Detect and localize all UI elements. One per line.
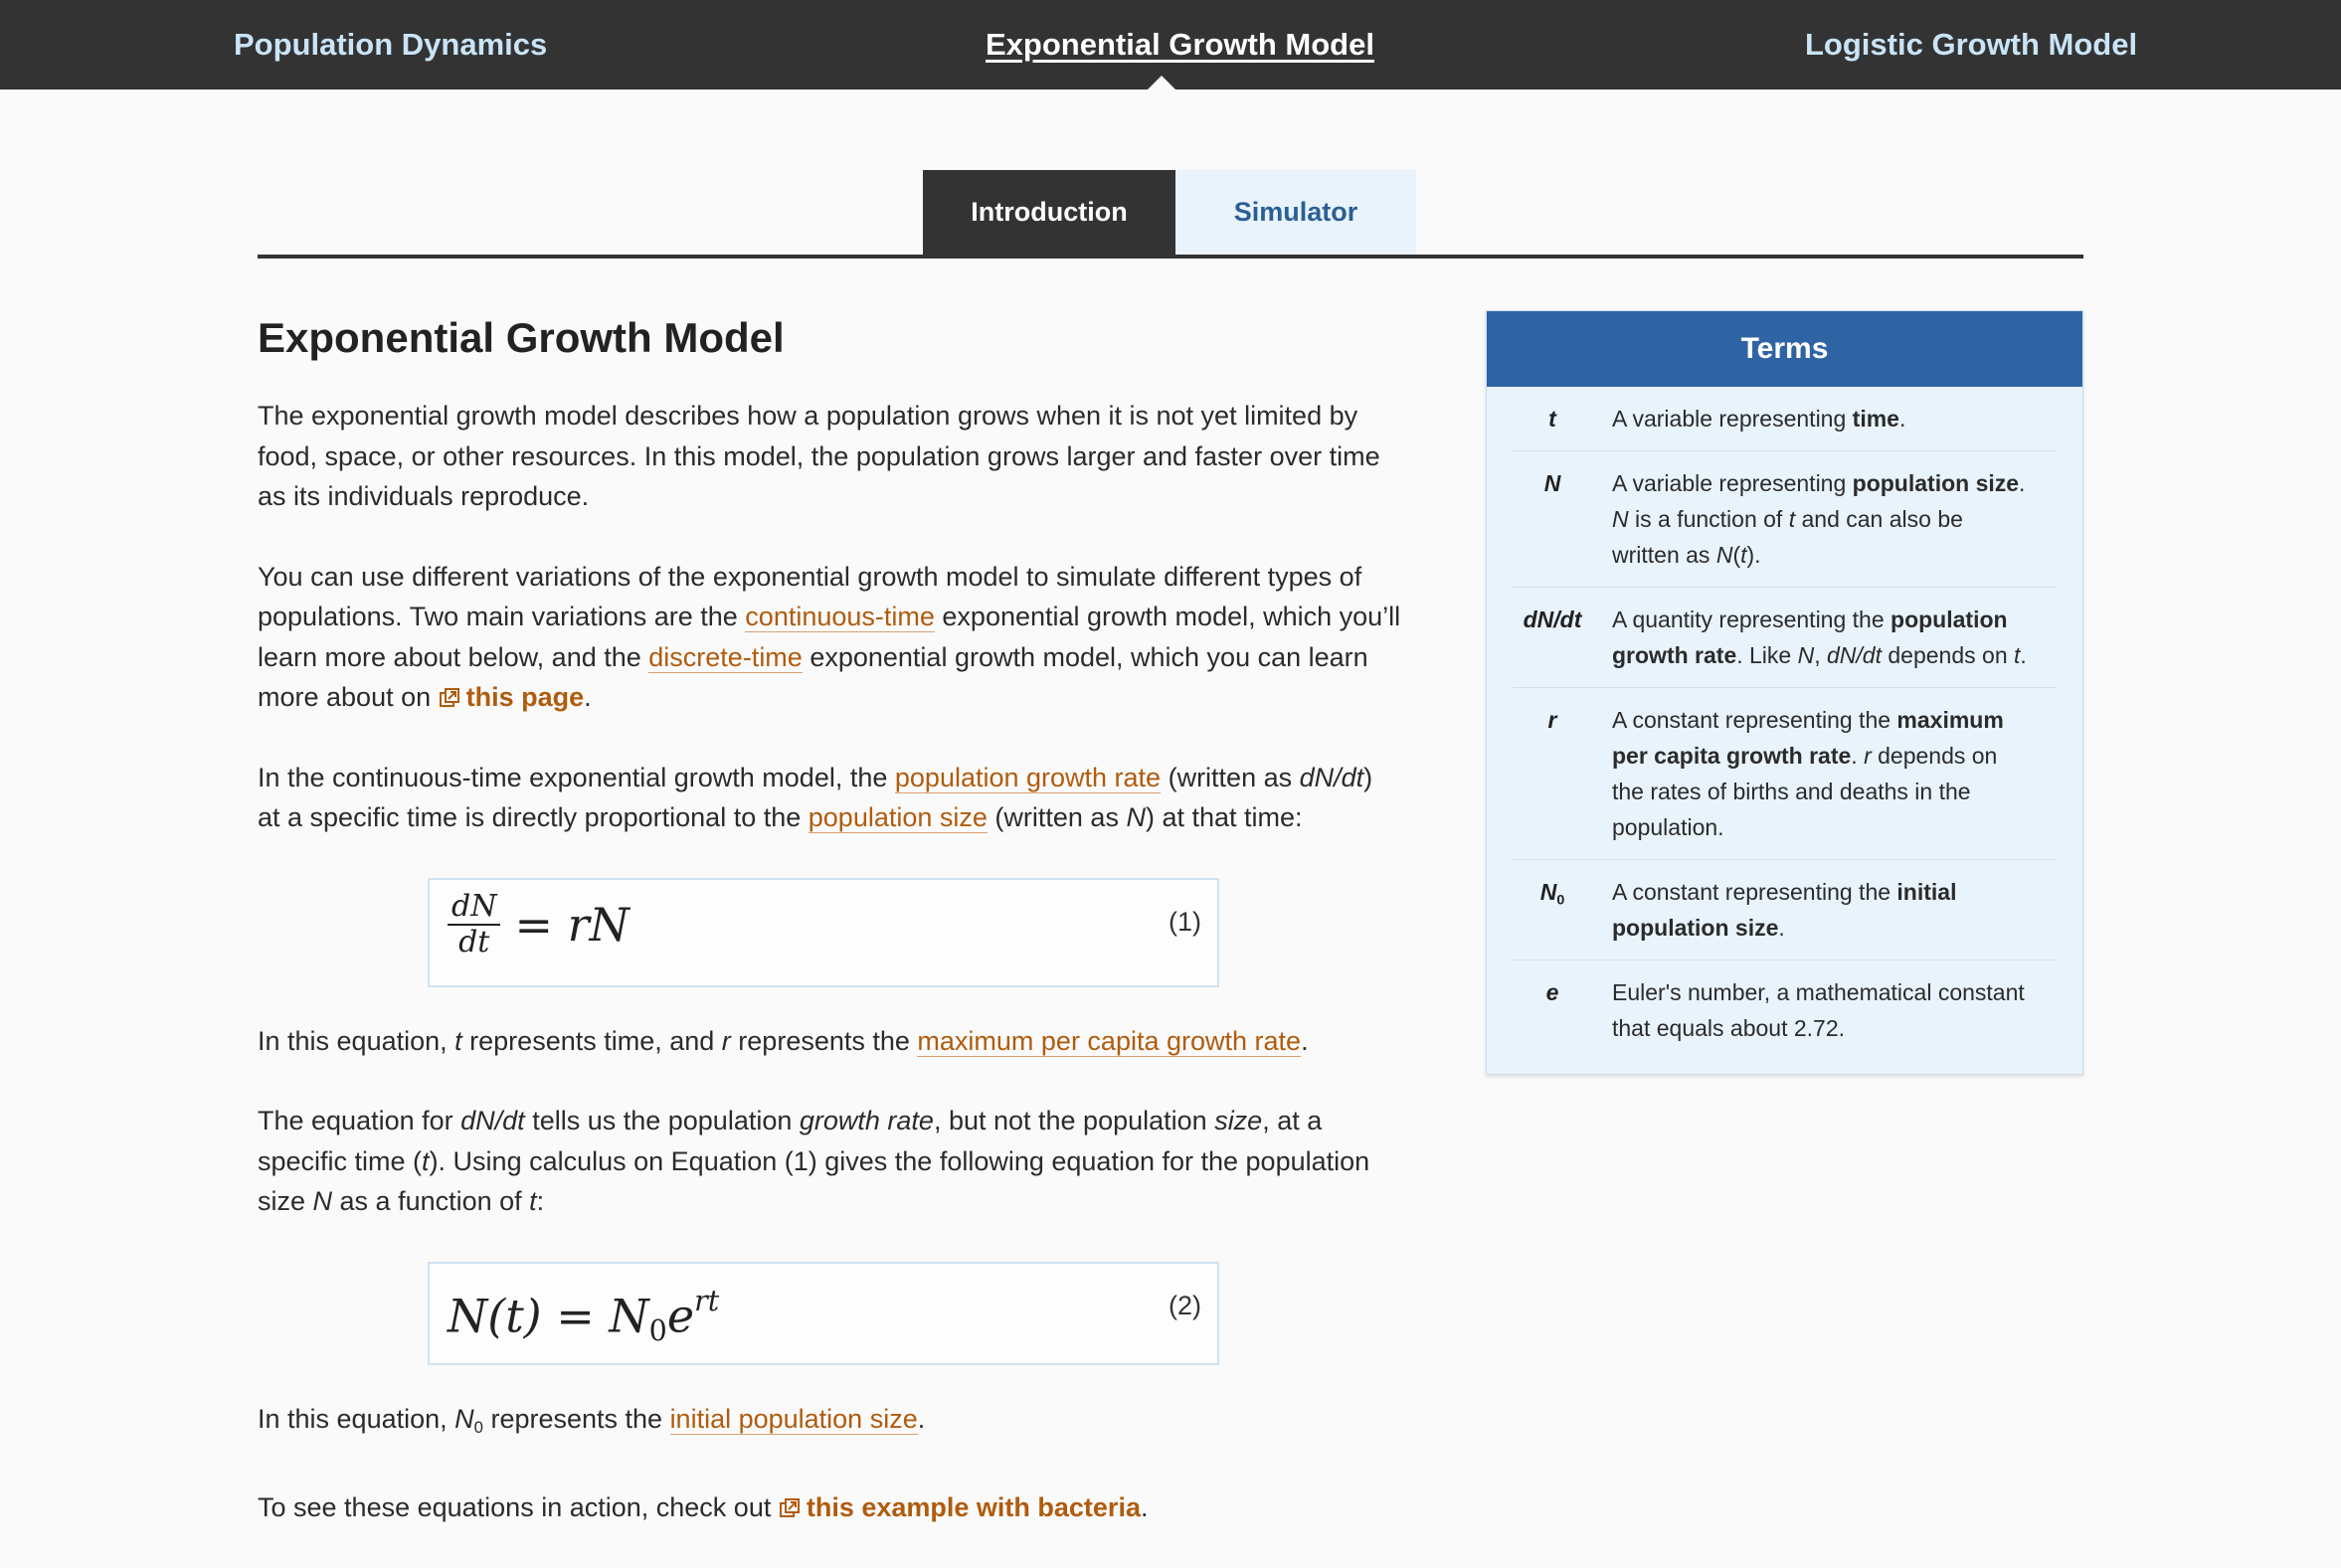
terms-list: [1487, 387, 2082, 1060]
variable: t: [454, 1025, 462, 1056]
equation-number: (1): [1169, 906, 1201, 937]
term-keyword: maximum per capita growth rate: [1612, 707, 2004, 769]
text: .: [1898, 406, 1906, 432]
text: represents the: [482, 1403, 670, 1434]
text: represents time, and: [461, 1025, 722, 1056]
text: ) at a specific time is directly proportional to the: [258, 762, 1373, 832]
text: A constant representing the: [1612, 879, 1897, 905]
nav-link-population-dynamics[interactable]: Population Dynamics: [234, 27, 548, 62]
text: .: [1851, 743, 1865, 769]
variable: dN/dt: [1827, 642, 1882, 668]
term-symbol-subscript: 0: [1556, 892, 1565, 909]
text: is a function of: [1628, 506, 1789, 532]
term-link-initial-population-size[interactable]: initial population size: [669, 1403, 918, 1434]
text: exponential growth model, which you can learn more about on: [258, 641, 1368, 712]
text: The equation for: [258, 1106, 461, 1135]
term-keyword: population size: [1852, 470, 2020, 496]
text: In this equation,: [258, 1403, 455, 1434]
term-definition: [1592, 401, 2057, 436]
term-keyword: initial population size: [1612, 879, 1957, 941]
variable: N: [1715, 542, 1733, 568]
term-row: [1513, 688, 2057, 860]
external-link-this-page[interactable]: [439, 682, 585, 712]
text: , but not the population: [933, 1106, 1215, 1135]
text: ). Using calculus on Equation (1) gives the following equation for the population size: [258, 1145, 1370, 1216]
term-row: [1513, 860, 2057, 960]
nav-link-logistic-growth[interactable]: Logistic Growth Model: [1805, 27, 2138, 62]
text: (written as: [1161, 762, 1300, 792]
text: .: [2019, 470, 2026, 496]
equation-number: (2): [1169, 1290, 1201, 1320]
text: A variable representing: [1612, 406, 1853, 432]
subscript: 0: [648, 1313, 667, 1347]
external-link-label: this example with bacteria: [806, 1492, 1141, 1523]
text: . Like: [1736, 642, 1798, 668]
external-link-icon: [779, 1497, 801, 1519]
term-row: [1513, 387, 2057, 451]
term-keyword: population growth rate: [1612, 607, 2008, 668]
variable: dN/dt: [460, 1106, 525, 1135]
term-definition: [1592, 702, 2057, 845]
term-link-continuous-time[interactable]: continuous-time: [745, 602, 935, 631]
variable: t: [1788, 506, 1796, 532]
emphasis: growth rate: [799, 1106, 934, 1135]
term-symbol-text: t: [1548, 406, 1556, 432]
term-row: [1513, 960, 2057, 1060]
external-link-icon: [439, 687, 460, 709]
equation-lhs: N(t) = N: [448, 1288, 649, 1342]
term-symbol-text: e: [1545, 979, 1559, 1005]
term-keyword: time: [1852, 406, 1899, 432]
term-row: [1513, 588, 2057, 688]
terms-title: Terms: [1487, 311, 2082, 387]
text: , at a specific time (: [258, 1106, 1323, 1176]
term-link-population-growth-rate[interactable]: population growth rate: [894, 762, 1162, 792]
text: .: [584, 682, 592, 712]
paragraph-continuous-model: [258, 758, 1401, 838]
equation-1-math: [448, 890, 630, 959]
term-link-max-per-capita-growth-rate[interactable]: maximum per capita growth rate: [917, 1025, 1302, 1056]
term-symbol: [1513, 602, 1592, 673]
paragraph-calculus: [258, 1101, 1401, 1222]
text: depends on: [1882, 642, 2015, 668]
tab-bar: [258, 170, 2083, 259]
text: .: [2020, 642, 2027, 668]
superscript: rt: [694, 1284, 720, 1317]
term-symbol-text: N: [1539, 879, 1557, 905]
nav-active-caret: [1148, 76, 1175, 89]
paragraph-intro: The exponential growth model describes how a population grows when it is not yet limited by food, space, or other resources. In this model, the population grows larger and faster over time as its individuals reproduce.: [258, 401, 1380, 511]
term-definition: [1592, 874, 2057, 946]
tab-introduction[interactable]: Introduction: [923, 170, 1175, 255]
term-row: [1513, 451, 2057, 588]
variable: N: [454, 1403, 474, 1434]
text: .: [1140, 1492, 1149, 1523]
subscript: 0: [473, 1417, 483, 1437]
term-definition: [1592, 974, 2057, 1046]
term-definition: [1592, 602, 2057, 673]
emphasis: size: [1214, 1106, 1263, 1135]
fraction-numerator: dN: [448, 890, 500, 926]
top-nav: [0, 0, 2341, 89]
equation-2: [428, 1262, 1219, 1365]
equation-2-math: [448, 1282, 719, 1351]
text: ,: [1814, 642, 1828, 668]
text: In the continuous-time exponential growth model, the: [258, 762, 895, 792]
variable: r: [1864, 743, 1872, 769]
paragraph-example: [258, 1487, 1401, 1528]
text: .: [917, 1403, 926, 1434]
text: .: [1778, 915, 1785, 941]
text: Euler's number, a mathematical constant that equals about 2.72.: [1612, 979, 2025, 1041]
article: [258, 310, 1401, 1568]
variable: N: [312, 1186, 333, 1216]
paragraph-equation-2-explained: [258, 1399, 1401, 1449]
text: tells us the population: [524, 1106, 800, 1135]
text: A quantity representing the: [1612, 607, 1891, 632]
text: You can use different variations of the exponential growth model to simulate different types of populations. Two main variations are the: [258, 561, 1362, 631]
tab-simulator[interactable]: Simulator: [1175, 170, 1416, 255]
nav-link-exponential-growth[interactable]: Exponential Growth Model: [986, 27, 1374, 62]
term-link-population-size[interactable]: population size: [808, 802, 988, 832]
variable: N: [1126, 802, 1146, 832]
fraction-denominator: dt: [458, 924, 490, 959]
variable: dN/dt: [1299, 762, 1364, 792]
external-link-label: this page: [465, 682, 585, 712]
fraction: [448, 890, 500, 959]
variable: t: [422, 1145, 430, 1176]
variable: t: [1740, 542, 1747, 568]
term-symbol-text: dN/dt: [1523, 607, 1582, 632]
equation-base: e: [666, 1288, 695, 1342]
variable: t: [529, 1186, 537, 1216]
text: depends on the rates of births and deaths in the population.: [1612, 743, 1998, 840]
external-link-bacteria-example[interactable]: [779, 1492, 1141, 1522]
text: (: [1732, 542, 1741, 568]
term-symbol: [1513, 874, 1592, 946]
equation-1: [428, 878, 1219, 987]
text: :: [536, 1186, 545, 1216]
text: .: [1301, 1025, 1309, 1056]
term-definition: [1592, 465, 2057, 573]
text: ) at that time:: [1145, 802, 1303, 832]
text: A constant representing the: [1612, 707, 1897, 733]
text: In this equation,: [258, 1025, 455, 1056]
paragraph-variations: [258, 557, 1401, 718]
page-title: Exponential Growth Model: [258, 314, 785, 361]
text: and can also be written as: [1612, 506, 1963, 568]
term-symbol: [1513, 465, 1592, 573]
text: (written as: [987, 802, 1127, 832]
variable: r: [721, 1025, 731, 1056]
term-link-discrete-time[interactable]: discrete-time: [648, 641, 803, 672]
variable: N: [1612, 506, 1629, 532]
equation-rhs: = rN: [514, 897, 630, 952]
text: To see these equations in action, check out: [258, 1492, 779, 1523]
variable: N: [1797, 642, 1815, 668]
term-symbol-text: N: [1543, 470, 1561, 496]
text: ).: [1746, 542, 1761, 568]
text: as a function of: [332, 1186, 530, 1216]
paragraph-equation-1-explained: [258, 1021, 1401, 1062]
text: exponential growth model, which you’ll learn more about below, and the: [258, 602, 1401, 672]
term-symbol: [1513, 974, 1592, 1046]
variable: t: [2014, 642, 2021, 668]
term-symbol-text: r: [1547, 707, 1557, 733]
terms-panel: [1486, 310, 2083, 1075]
term-symbol: [1513, 702, 1592, 845]
text: represents the: [730, 1025, 918, 1056]
text: A variable representing: [1612, 470, 1853, 496]
term-symbol: [1513, 401, 1592, 436]
